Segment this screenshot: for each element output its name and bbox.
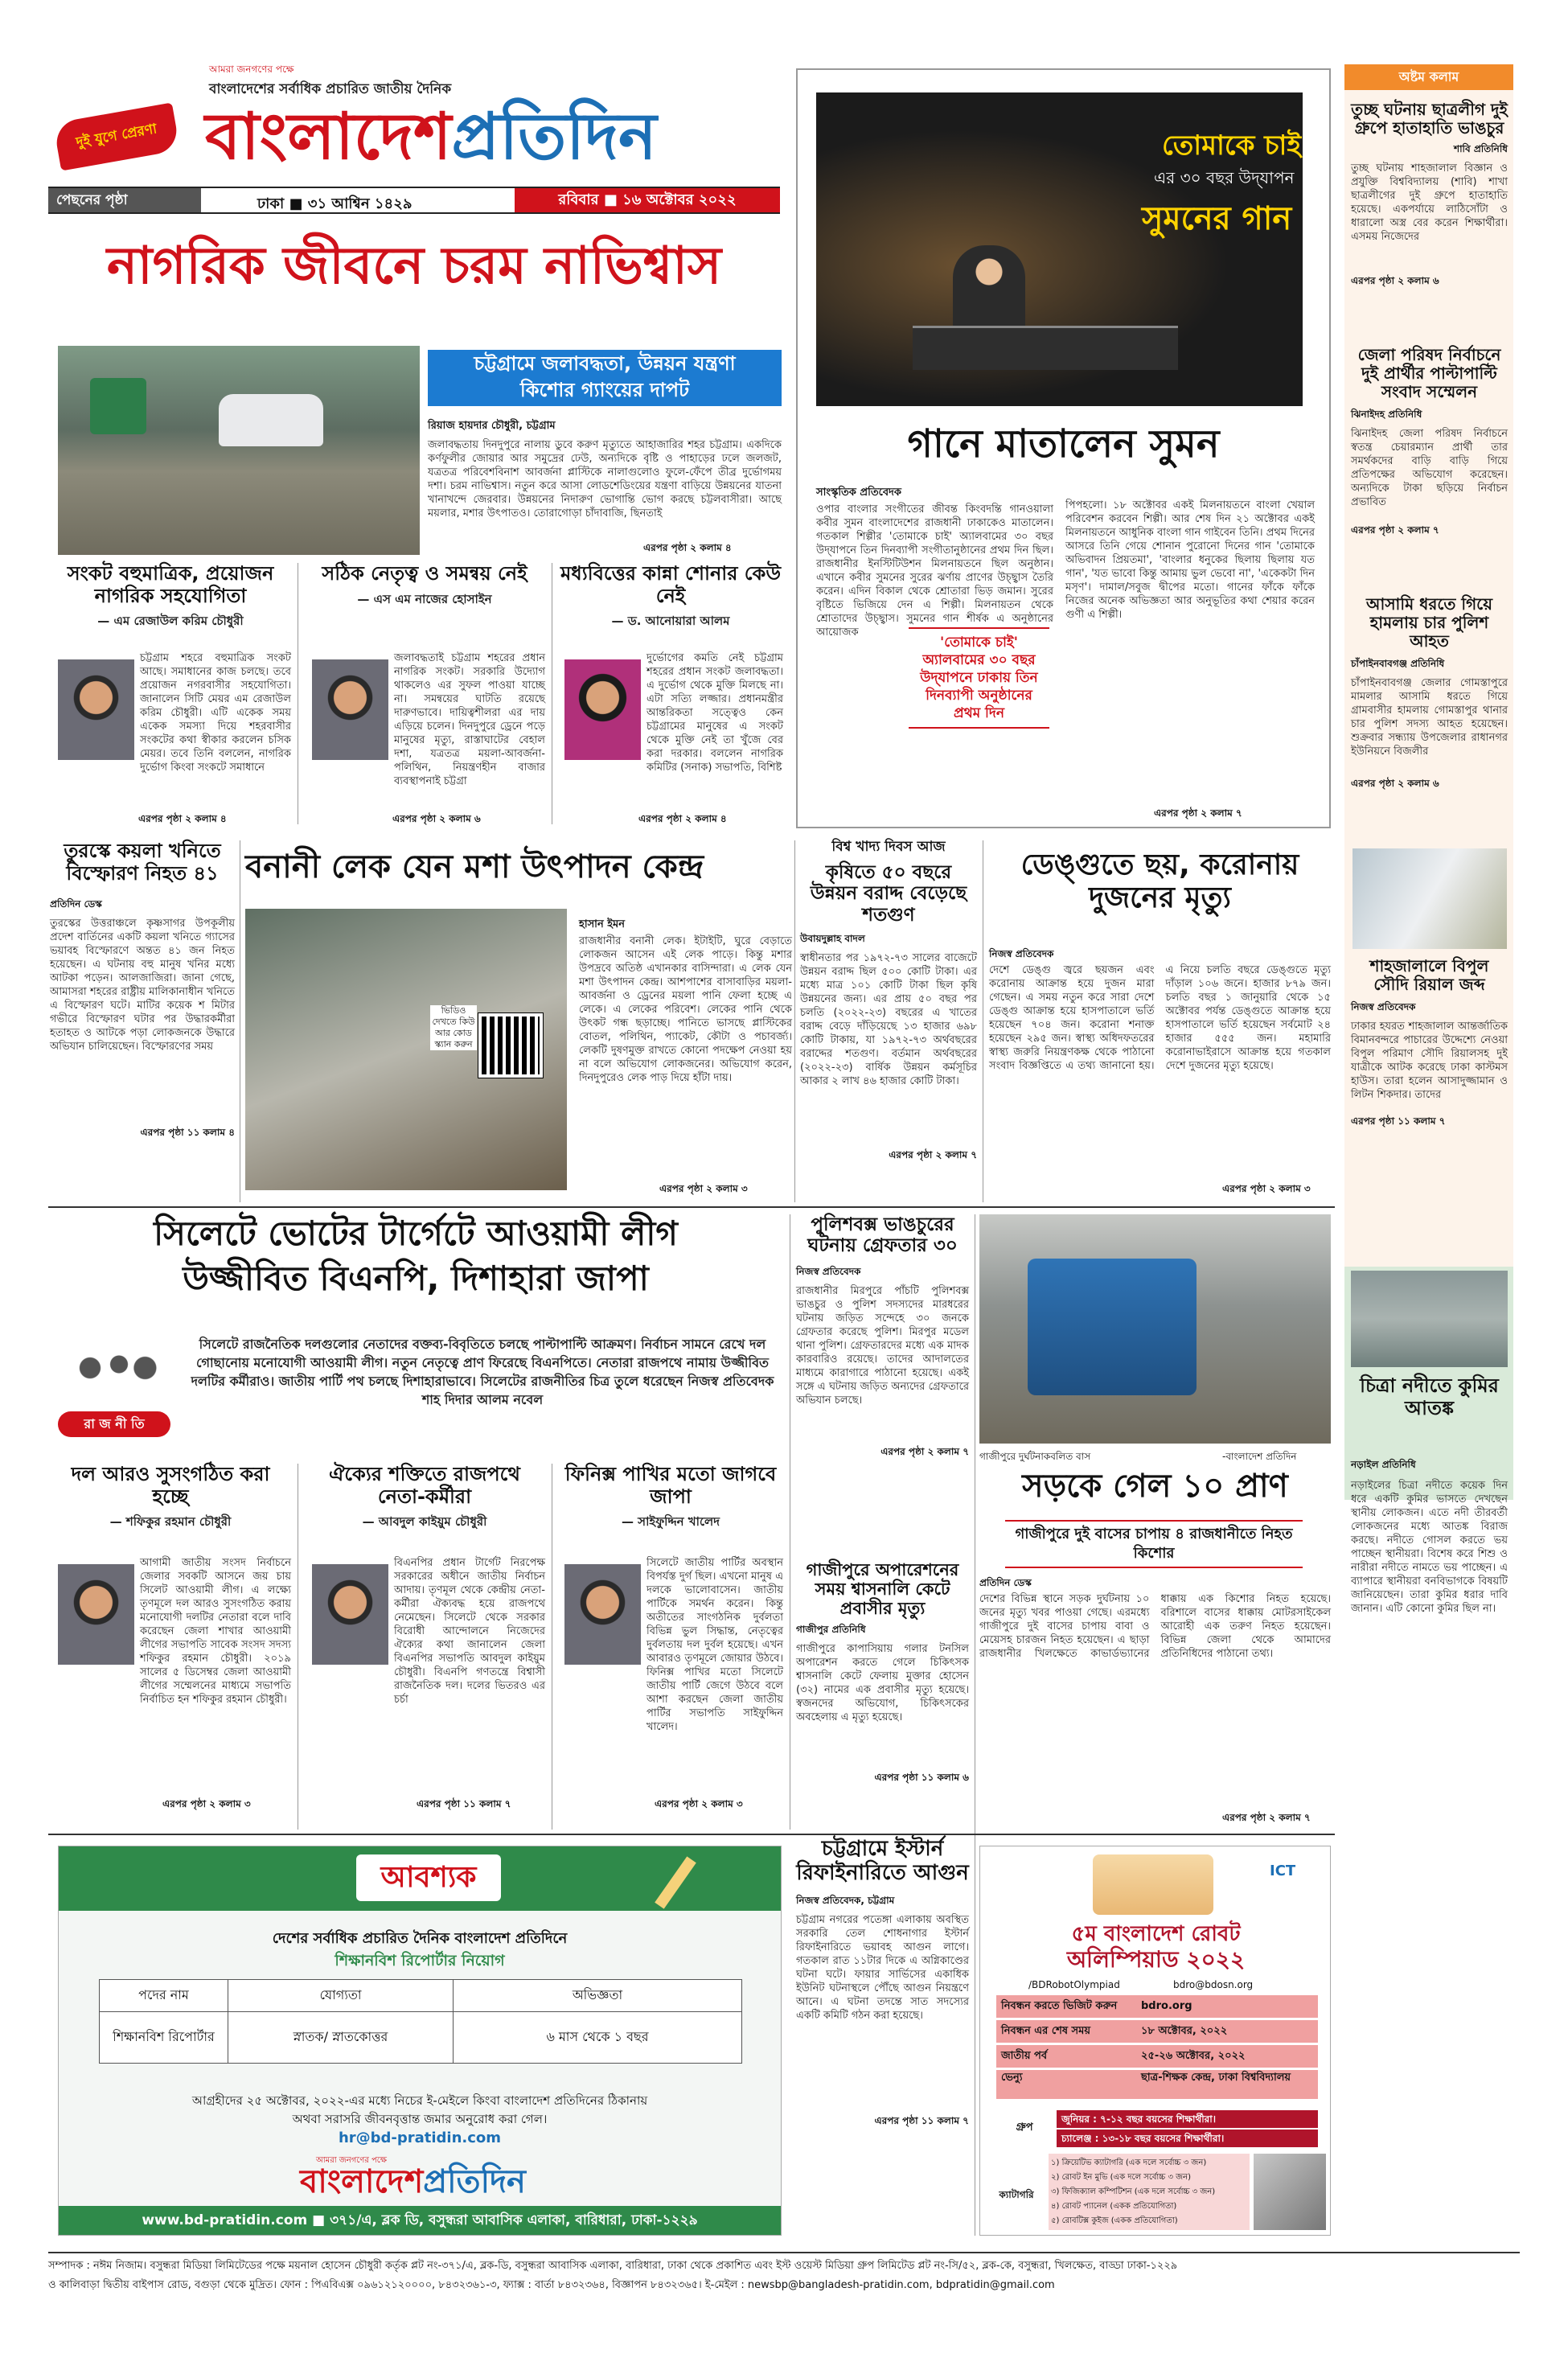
robot-row [996, 2020, 1318, 2043]
right-item-2-title: জেলা পরিষদ নির্বাচনে দুই প্রার্থীর পাল্টাপাল্টি সংবাদ সম্মেলন [1357, 345, 1501, 401]
qr-caption: ভিডিও দেখতে কিউ আর কোড স্ক্যান করুন [430, 1005, 477, 1050]
opinion-2-cont: এরপর পৃষ্ঠা ২ কলাম ৬ [392, 813, 481, 824]
right-item-4-title: শাহজালালে বিপুল সৌদি রিয়াল জব্দ [1369, 956, 1489, 994]
robot-group-label: গ্রুপ [1016, 2121, 1033, 2134]
right-item-5-byline: নড়াইল প্রতিনিধি [1351, 1459, 1416, 1471]
road-headline: সড়কে গেল ১০ প্রাণ [1022, 1468, 1288, 1505]
section-label: পেছনের পৃষ্ঠা [48, 188, 201, 212]
footer-imprint-1: সম্পাদক : নঈম নিজাম। বসুন্ধরা মিডিয়া লিমিটেডের পক্ষে ময়নাল হোসেন চৌধুরী কর্তৃক প্লট নং-৩৭১/এ, ব্লক-ডি, বসুন্ধরা আবাসিক এলাকা, বারিধারা, ঢাকা থেকে প্রকাশিত এবং ইস্ট ওয়েস্ট মিডিয়া গ্রুপ লিমিটেড প্লট নং-সি/৫২, ব্লক-কে, বসুন্ধরা, খিলক্ষেত, বাড্ডা ঢাকা-১২২৯ [48, 2260, 1178, 2272]
road-byline: প্রতিদিন ডেস্ক [979, 1577, 1032, 1588]
riyal-photo [1353, 848, 1507, 949]
masthead-name-2: প্রতিদিন [451, 99, 657, 174]
coal-story [50, 840, 235, 1202]
robot-row-key: নিবন্ধন করতে ভিজিট করুন [1001, 2000, 1118, 2012]
suman-cont: এরপর পৃষ্ঠা ২ কলাম ৭ [1154, 807, 1242, 819]
robot-cat: ১) ক্রিয়েটিভ ক্যাটাগরি (এক দলে সর্বোচ্চ ৩ জন) [1051, 2158, 1207, 2167]
police-body: রাজধানীর মিরপুরে পাঁচটি পুলিশবক্স ভাঙচুর ও পুলিশ সদস্যদের মারধরের ঘটনায় জড়িত সন্দেহে ৩০ জনকে গ্রেফতার করেছে পুলিশ। মিরপুর মডেল থানা পুলিশ। গ্রেফতারদের মধ্যে এক মাদক কারবারিও রয়েছে। তাদের আদালতের মাধ্যমে কারাগারে পাঠানো হয়েছে। একই সঙ্গে এ ঘটনায় জড়িত অন্যদের গ্রেফতারে অভিযান চলছে। [796, 1284, 969, 1407]
right-item-3-body: চাঁপাইনবাবগঞ্জ জেলার গোমস্তাপুরে মামলার আসামি ধরতে গিয়ে গ্রামবাসীর হামলায় গোমস্তাপুর থানার চার পুলিশ সদস্য আহত হয়েছেন। শুক্রবার সন্ধ্যায় উপজেলার রাধানগর ইউনিয়নে বিজলীর [1351, 677, 1508, 758]
robot-cat: ৪) রোবট প্যানেল (একক প্রতিযোগিতা) [1051, 2202, 1177, 2211]
suman-photo-sub: এর ৩০ বছর উদ্‌যাপন [1154, 168, 1295, 187]
right-item-2-cont: এরপর পৃষ্ঠা ২ কলাম ৭ [1351, 524, 1439, 536]
suman-byline: সাংস্কৃতিক প্রতিবেদক [816, 487, 901, 499]
suman-headline: গানে মাতালেন সুমন [907, 421, 1220, 466]
robot-cat-label: ক্যাটাগরি [999, 2189, 1034, 2200]
suman-body-2: পিপহলো। ১৮ অক্টোবর একই মিলনায়তনে বাংলা খেয়াল পরিবেশন করবেন শিল্পী। আর শেষ দিন ২১ অক্টোবর একই মিলনায়তনে আধুনিক বাংলা গান গাইবেন তিনি। প্রথম দিনের আসরে তিনি গেয়ে শোনান পুরোনো দিনের গান 'তোমাকে অভিবাদন প্রিয়তমা', 'বাংলার ধনুকের ছিলায় ছিলায় যত গান', 'যত ভাবো কিন্তু আমায় ভুল ভেবো না', 'একেকটা দিন মসৃণ'। দামাল/সবুজ দ্বীপের মতো। গানের ফাঁকে ফাঁকে নিজের অনেক অভিজ্ঞতা আর অনুভূতির কথা শেয়ার করেন গুণী এ শিল্পী। [1065, 499, 1315, 621]
robot-info-rows [996, 1995, 1318, 2099]
opinion-3-title: মধ্যবিত্তের কান্না শোনার কেউ নেই [560, 562, 782, 607]
right-item-4-cont: এরপর পৃষ্ঠা ১১ কলাম ৭ [1351, 1115, 1446, 1127]
job-ad-apply-2: অথবা সরাসরি জীবনবৃত্তান্ত জমার অনুরোধ করা গেল। [292, 2112, 548, 2126]
opinion-column-3 [558, 563, 783, 824]
lead-headline: নাগরিক জীবনে চরম নাভিশ্বাস [106, 236, 722, 296]
lead-body: জলাবদ্ধতায় দিনদুপুরে নালায় ডুবে করুণ মৃত্যুতে আহাজারির শহর চট্টগ্রাম। একদিকে কর্ণফুলীর জোয়ার আর সমুদ্রের ঢেউ, অন্যদিকে বৃষ্টি ও পাহাড়ের ঢলে জলজট, যত্রতত্র পরিবেশবিনাশ আবর্জনা প্লাস্টিকে নালাগুলোও ফুলে-ফেঁপে তীব্র দুর্ভোগময় দশা। চরম নাভিশ্বাস। নতুন করে আসা লোডশেডিংয়ের যন্ত্রণা বাড়িয়ে উন্নয়নের যাতনা খানাখন্দে জেরবার। উন্নয়নের নিদারুণ ভোগান্তি ভোগ করছে চট্টলবাসীরা। আছে ময়লার, মশার উৎপাতও। তোরাগোড়া চাঁদাবাজি, ছিনতাই [428, 439, 782, 520]
bus-photo-caption: গাজীপুরে দুর্ঘটনাকবলিত বাস [979, 1451, 1091, 1462]
job-ad-logo-2: প্রতিদিন [423, 2163, 526, 2200]
job-ad-cell: শিক্ষানবিশ রিপোর্টার [100, 2012, 228, 2064]
robot-cat: ২) রোবট ইন মুভি (এক দলে সর্বোচ্চ ৩ জন) [1051, 2173, 1191, 2182]
sylhet-col-1 [50, 1464, 291, 1830]
robot-cat: ৩) ফিজিক্যাল কম্পিটিশন (এক দলে সর্বোচ্চ ৩ জন) [1051, 2187, 1216, 2196]
suman-photo-sub2: সুমনের গান [1142, 200, 1292, 237]
qr-code[interactable] [478, 1013, 543, 1078]
job-ad-header [59, 1846, 781, 1911]
job-ad-header-cell: পদের নাম [100, 1980, 228, 2012]
lead-sub1: চট্টগ্রামে জলাবদ্ধতা, উন্নয়ন যন্ত্রণা [474, 352, 736, 375]
police-title: পুলিশবক্স ভাঙচুরের ঘটনায় গ্রেফতার ৩০ [807, 1214, 958, 1257]
masthead [48, 56, 772, 185]
banani-photo [245, 909, 567, 1190]
right-item-3-title: আসামি ধরতে গিয়ে হামলায় চার পুলিশ আহত [1366, 594, 1492, 651]
date-bangla: ঢাকা ■ ৩১ আশ্বিন ১৪২৯ [257, 195, 413, 212]
opinion-2-photo [312, 659, 388, 760]
food-byline: উবায়দুল্লাহ বাদল [800, 933, 865, 945]
gazipur-op-title: গাজীপুরে অপারেশনের সময় শ্বাসনালি কেটে প্রবাসীর মৃত্যু [806, 1560, 959, 1619]
robot-cat: ৫) রোবটিক্স কুইজ (একক প্রতিযোগিতা) [1051, 2216, 1178, 2225]
robot-illustration [1093, 1854, 1213, 1915]
pen-icon [655, 1856, 696, 1908]
robot-row-key: জাতীয় পর্ব [1001, 2050, 1048, 2062]
dengue-cont: এরপর পৃষ্ঠা ২ কলাম ৩ [1222, 1183, 1311, 1194]
ctg-fire-story [796, 1838, 969, 2228]
politics-illustration [58, 1331, 170, 1444]
gazipur-op-story [796, 1560, 969, 1830]
banani-byline: হাসান ইমন [579, 918, 625, 930]
sylhet-col-2-author: — আবদুল কাইয়ুম চৌধুরী [362, 1514, 487, 1530]
banani-body: রাজধানীর বনানী লেক। ইটাইটি, ঘুরে বেড়াতে লোকজন আসেন এই লেক পাড়ে। কিন্তু মশার উপদ্রবে অতিষ্ঠ এখানকার বাসিন্দারা। এ লেক যেন মশা উৎপাদন কেন্দ্র। আশপাশের বাসাবাড়ির ময়লা-আবর্জনা ও ড্রেনের ময়লা পানি ফেলা হচ্ছে এ লেকে। এ লেকের পরিবেশ। লেকের পানি থেকে উৎকট গন্ধ ছড়াচ্ছে। পানিতে ভাসছে প্লাস্টিকের বোতল, পলিথিন, প্যাকেট, কৌটা ও পচাবর্জ্য। লেকটি দুষণমুক্ত রাখতে কোনো পদক্ষেপ নেওয়া হয় না বলে অভিযোগ লোকজনের। অভিযোগ করেন, দিনদুপুরেও লেক পাড় দিয়ে হাঁটা দায়। [579, 935, 792, 1084]
opinion-column-1 [50, 563, 291, 824]
job-ad-logo-tag: আমরা জনগণের পক্ষে [316, 2156, 387, 2165]
robot-cats [1049, 2154, 1250, 2230]
ctg-fire-title: চট্টগ্রামে ইস্টার্ন রিফাইনারিতে আগুন [796, 1837, 969, 1885]
opinion-1-cont: এরপর পৃষ্ঠা ২ কলাম ৪ [138, 813, 227, 824]
robot-photo [1254, 2154, 1326, 2230]
road-body: দেশের বিভিন্ন স্থানে সড়ক দুর্ঘটনায় ১০ জনের মৃত্যু খবর পাওয়া গেছে। এরমধ্যে গাজীপুরে দুই বাসের চাপায় বাবা ও মেয়েসহ চারজন নিহত হয়েছেন। এ ছাড়া রাজধানীর খিলক্ষেতে কাভার্ডভ্যানের ধাক্কায় এক কিশোর নিহত হয়েছে। বরিশালে বাসের ধাক্কায় মোটরসাইকেল আরোহী এক তরুণ নিহত হয়েছেন। বিভিন্ন জেলা থেকে আমাদের প্রতিনিধিদের পাঠানো তথ্য। [979, 1593, 1331, 1660]
opinion-2-title: সঠিক নেতৃত্ব ও সমন্বয় নেই [322, 562, 527, 585]
badge-text: দুই যুগে প্রেরণা [75, 121, 158, 151]
job-ad-apply: আগ্রহীদের ২৫ অক্টোবর, ২০২২-এর মধ্যে নিচের ই-মেইলে কিংবা বাংলাদেশ প্রতিদিনের ঠিকানায় [191, 2093, 648, 2108]
robot-group-2: চ্যালেঞ্জ : ১৩-১৮ বছর বয়সের শিক্ষার্থীরা। [1057, 2130, 1318, 2147]
lead-cont: এরপর পৃষ্ঠা ২ কলাম ৪ [643, 542, 732, 553]
job-ad-cell: ৬ মাস থেকে ১ বছর [454, 2012, 742, 2064]
right-item-1-body: তুচ্ছ ঘটনায় শাহজালাল বিজ্ঞান ও প্রযুক্তি বিশ্ববিদ্যালয় (শাবি) শাখা ছাত্রলীগের দুই গ্রুপে হাতাহাতি হয়েছে। একপর্যায়ে লাঠিসোঁটা ও ধারালো অস্ত্র বের করেন শিক্ষার্থীরা। এসময় নিজেদের [1351, 162, 1508, 243]
dengue-body: দেশে ডেঙ্গু জ্বরে ছয়জন এবং করোনায় আক্রান্ত হয়ে দুজন মারা গেছেন। এ সময় নতুন করে সারা দেশে ডেঙ্গু আক্রান্ত হয়ে হাসপাতালে ভর্তি হয়েছেন ৭০৪ জন। করোনা শনাক্ত হয়েছেন ২৯৫ জন। স্বাস্থ্য অধিদফতরের স্বাস্থ্য জরুরি নিয়ন্ত্রণকক্ষ থেকে পাঠানো সংবাদ বিজ্ঞপ্তিতে এ তথ্য জানানো হয়। এ নিয়ে চলতি বছরে ডেঙ্গুতে মৃত্যু দাঁড়াল ১০৬ জনে। হাজার ৮৭৯ জন। চলতি বছর ১ জানুয়ারি থেকে ১৫ অক্টোবর পর্যন্ত ডেঙ্গুতে আক্রান্ত হয়ে হাসপাতালে ভর্তি হয়েছেন সর্বমোট ২৪ হাজার ৫৫৫ জন। মহামারি করোনাভাইরাসে আক্রান্ত হয়ে গতকাল দেশে দুজনের মৃত্যু হয়েছে। [989, 964, 1331, 1072]
robot-ad [979, 1846, 1331, 2236]
sylhet-col-1-body-2 [50, 1674, 291, 1795]
ict-logo: ICT [1270, 1863, 1296, 1879]
date-english: রবিবার ■ ১৬ অক্টোবর ২০২২ [515, 188, 780, 212]
bus-photo [979, 1214, 1331, 1444]
robot-row-key: ভেন্যু [1001, 2072, 1023, 2084]
sylhet-col-3-author: — সাইফুদ্দিন খালেদ [621, 1514, 720, 1530]
coal-cont: এরপর পৃষ্ঠা ১১ কলাম ৪ [140, 1127, 235, 1139]
suman-photo [816, 92, 1303, 406]
robot-row-value: ১৮ অক্টোবর, ২০২২ [1141, 2025, 1228, 2037]
banani-headline: বনানী লেক যেন মশা উৎপাদন কেন্দ্র [245, 848, 704, 885]
sylhet-col-3-cont: এরপর পৃষ্ঠা ২ কলাম ৩ [655, 1798, 743, 1809]
food-cont: এরপর পৃষ্ঠা ২ কলাম ৭ [889, 1149, 977, 1161]
opinion-2-body: জলাবদ্ধতাই চট্টগ্রাম শহরের প্রধান নাগরিক সংকট। সরকারি উদ্যোগ থাকলেও এর সুফল পাওয়া যাচ্ছে না। সমন্বয়ের ঘাটতি রয়েছে দারুণভাবে। দায়িত্বশীলরা এর দায় এড়িয়ে চলেন। দিনদুপুরে ড্রেনে পড়ে মানুষের মৃত্যু, রাস্তাঘাটের বেহাল দশা, যত্রতত্র ময়লা-আবর্জনা-পলিথিন, নিয়ন্ত্রণহীন বাজার ব্যবস্থাপনাই চট্টগ্রা [394, 652, 545, 787]
right-item-4 [1351, 957, 1508, 1190]
gazipur-op-cont: এরপর পৃষ্ঠা ১১ কলাম ৬ [874, 1772, 969, 1784]
lead-photo [58, 346, 420, 555]
right-column-label [1344, 64, 1513, 90]
food-title: কৃষিতে ৫০ বছরে উন্নয়ন বরাদ্দ বেড়েছে শতগুণ [810, 862, 967, 926]
robot-row-value[interactable]: bdro.org [1141, 2000, 1192, 2012]
masthead-name-1: বাংলাদেশ [205, 99, 452, 174]
right-item-4-byline: নিজস্ব প্রতিবেদক [1351, 1001, 1416, 1012]
anniversary-badge [53, 102, 180, 170]
robot-title-2: অলিম্পিয়াড ২০২২ [1066, 1946, 1246, 1973]
date-bar [48, 187, 780, 214]
masthead-tagline: বাংলাদেশের সর্বাধিক প্রচারিত জাতীয় দৈনিক [209, 81, 452, 97]
lead-byline: রিয়াজ হায়দার চৌধুরী, চট্টগ্রাম [428, 420, 556, 432]
right-item-2-byline: ঝিনাইদহ প্রতিনিধি [1351, 409, 1422, 420]
food-story [800, 836, 977, 1202]
robot-row [996, 2070, 1318, 2099]
job-ad [58, 1846, 782, 2236]
sylhet-col-3 [558, 1464, 783, 1830]
opinion-1-author: — এম রেজাউল করিম চৌধুরী [97, 614, 244, 629]
opinion-3-photo [564, 659, 641, 760]
sylhet-headline-2: উজ্জীবিত বিএনপি, দিশাহারা জাপা [183, 1259, 649, 1298]
job-ad-header-cell: অভিজ্ঞতা [454, 1980, 742, 2012]
job-ad-line1: দেশের সর্বাধিক প্রচারিত দৈনিক বাংলাদেশ প্রতিদিনে [272, 1930, 568, 1947]
road-cont: এরপর পৃষ্ঠা ২ কলাম ৭ [1222, 1812, 1311, 1823]
police-cont: এরপর পৃষ্ঠা ২ কলাম ৭ [880, 1445, 969, 1457]
sylhet-col-2-title: ঐক্যের শক্তিতে রাজপথে নেতা-কর্মীরা [329, 1463, 520, 1508]
sylhet-col-2 [304, 1464, 545, 1830]
robot-row-value: ২৫-২৬ অক্টোবর, ২০২২ [1141, 2050, 1246, 2062]
sylhet-col-3-body: সিলেটে জাতীয় পার্টির অবস্থান বিপর্যস্ত দুর্গ ছিল। এখনো মানুষ এ দলকে ভালোবাসেন। জাতীয় পার্টিকে সমর্থন করেন। কিন্তু অতীতের সাংগঠনিক দুর্বলতা বিভিন্ন ভুল সিদ্ধান্ত, নেতৃত্বের দুর্বলতায় দল দুর্বল হয়েছে। এখন আবারও তৃণমূলে জোয়ার উঠবে। ফিনিক্স পাখির মতো সিলেটে জাতীয় পার্টি জেগে উঠবে বলে আশা করছেন জেলা জাতীয় পার্টির সভাপতি সাইফুদ্দিন খালেদ। [646, 1557, 783, 1733]
lead-sub2: কিশোর গ্যাংয়ের দাপট [519, 379, 690, 401]
suman-quote: 'তোমাকে চাই' অ্যালবামের ৩০ বছর উদ্‌যাপনে ঢাকায় তিন দিনব্যাপী অনুষ্ঠানের প্রথম দিন [909, 627, 1049, 729]
police-story [796, 1214, 969, 1568]
food-kicker: বিশ্ব খাদ্য দিবস আজ [831, 839, 946, 855]
ctg-fire-cont: এরপর পৃষ্ঠা ১১ কলাম ৭ [874, 2114, 969, 2126]
coal-body: তুরস্কের উত্তরাঞ্চলে কৃষ্ণসাগর উপকূলীয় প্রদেশ বার্তিনের একটি কয়লা খনিতে গ্যাসের ভয়াবহ বিস্ফোরণে অন্তত ৪১ জন নিহত হয়েছেন। এ ঘটনায় বহু মানুষ খনির মধ্যে আটকা পড়েন। আলজাজিরা। জানা গেছে, আমাসরা শহরের রাষ্ট্রীয় মালিকানাধীন খনিতে এ বিস্ফোরণ ঘটে। মাটির কয়েক শ মিটার গভীরে বিস্ফোরণ ঘটার পর উদ্ধারকর্মীরা হতাহত ও আটকে পড়া লোকজনকে উদ্ধারে অভিযান চালিয়েছেন। বিস্ফোরণের সময় [50, 918, 235, 1054]
dengue-headline: ডেঙ্গুতে ছয়, করোনায় দুজনের মৃত্যু [1020, 848, 1299, 915]
robot-row [996, 1995, 1318, 2018]
robot-row [996, 2045, 1318, 2068]
opinion-1-title: সংকট বহুমাত্রিক, প্রয়োজন নাগরিক সহযোগিতা [67, 562, 274, 607]
job-ad-line2: শিক্ষানবিশ রিপোর্টার নিয়োগ [335, 1952, 505, 1969]
sylhet-intro: সিলেটে রাজনৈতিক দলগুলোর নেতাদের বক্তব্য-বিবৃতিতে চলছে পাল্টাপাল্টি আক্রমণ। নির্বাচন সামনে রেখে দল গোছানোয় মনোযোগী আওয়ামী লীগ। নতুন নেতৃত্বে প্রাণ ফিরেছে বিএনপিতে। নেতারা রাজপথে নামায় উজ্জীবিত দলটির কর্মীরাও। জাতীয় পার্টি পথ চলছে দিশাহারাভাবে। সিলেটের রাজনীতির চিত্র তুলে ধরেছেন নিজস্ব প্রতিবেদক শাহ দিদার আলম নবেল [191, 1337, 774, 1407]
right-item-1-title: তুচ্ছ ঘটনায় ছাত্রলীগ দুই গ্রুপে হাতাহাতি ভাঙচুর [1351, 100, 1508, 138]
ctg-fire-body: চট্টগ্রাম নগরের পতেঙ্গা এলাকায় অবস্থিত সরকারি তেল শোধনাগার ইস্টার্ন রিফাইনারিতে ভয়াবহ আগুন লাগে। গতকাল রাত ১১টার দিকে এ অগ্নিকাণ্ডের ঘটনা ঘটে। ফায়ার সার্ভিসের একাধিক ইউনিট ঘটনাস্থলে পৌঁছে আগুন নিয়ন্ত্রণে আনে। এ ঘটনা তদন্তে সাত সদস্যের একটি কমিটি গঠন করা হয়েছে। [796, 1913, 969, 2022]
road-sub: গাজীপুরে দুই বাসের চাপায় ৪ রাজধানীতে নিহত কিশোর [1005, 1520, 1303, 1568]
job-ad-email[interactable]: hr@bd-pratidin.com [338, 2130, 502, 2146]
job-ad-table [99, 1979, 742, 2064]
banani-cont: এরপর পৃষ্ঠা ২ কলাম ৩ [659, 1183, 748, 1194]
sylhet-col-2-body: বিএনপির প্রধান টার্গেট নিরপেক্ষ সরকারের অধীনে জাতীয় নির্বাচন আদায়। তৃণমূল থেকে কেন্দ্রীয় নেতা-কর্মীরা ঐক্যবদ্ধ হয়ে রাজপথে নেমেছেন। সিলেটে থেকে সরকার বিরোধী আন্দোলনে নিজেদের ঐক্যের কথা জানালেন জেলা বিএনপির সভাপতি আবদুল কাইয়ুম চৌধুরী। বিএনপি গণতন্ত্রে বিশ্বাসী রাজনৈতিক দল। দলের ভিতরও এর চর্চা [394, 1557, 545, 1706]
job-ad-logo [300, 2162, 526, 2202]
opinion-2-author: — এস এম নাজের হোসাইন [357, 591, 492, 606]
opinion-3-cont: এরপর পৃষ্ঠা ২ কলাম ৪ [638, 813, 727, 824]
suman-photo-title: তোমাকে চাই [1162, 129, 1302, 162]
right-item-3-byline: চাঁপাইনবাবগঞ্জ প্রতিনিধি [1351, 658, 1445, 669]
job-ad-header-cell: যোগ্যতা [228, 1980, 454, 2012]
right-item-5 [1351, 1375, 1508, 2236]
right-item-2-body: ঝিনাইদহ জেলা পরিষদ নির্বাচনে স্বতন্ত্র চেয়ারম্যান প্রার্থী তার সমর্থকদের বাড়ি বাড়ি গিয়ে প্রতিপক্ষের অভিযোগ করেছেন। অন্যদিকে টাকা ছড়িয়ে নির্বাচন প্রভাবিত [1351, 428, 1508, 508]
job-ad-cell: স্নাতক/ স্নাতকোত্তর [228, 2012, 454, 2064]
opinion-3-body: দুর্ভোগের কমতি নেই চট্টগ্রাম শহরের প্রধান সংকট জলাবদ্ধতা। এ দুর্ভোগ থেকে মুক্তি মিলছে না। এটা সত্যি লজ্জার। প্রধানমন্ত্রীর আন্তরিকতা সত্ত্বেও কেন চট্টগ্রামের মানুষের এ সংকট থেকে মুক্তি নেই তা খুঁজে বের করা দরকার। বললেন নাগরিক কমিটির (সনাক) সভাপতি, বিশিষ্ট [646, 652, 783, 774]
gazipur-op-byline: গাজীপুর প্রতিনিধি [796, 1624, 866, 1636]
bus-photo-credit: -বাংলাদেশ প্রতিদিন [1222, 1451, 1297, 1462]
food-body: স্বাধীনতার পর ১৯৭২-৭৩ সালের বাজেটে উন্নয়ন বরাদ্দ ছিল ৫০০ কোটি টাকা। এর মধ্যে মাত্র ১০১ কোটি টাকা ছিল কৃষি উন্নয়নের জন্য। এর প্রায় ৫০ বছর পর চলতি (২০২২-২৩) বছরের এ খাতের বরাদ্দ বেড়ে দাঁড়িয়েছে ১৩ হাজার ৬৯৮ কোটি টাকায়, যা ১৯৭২-৭৩ অর্থবছরের বরাদ্দের শতগুণ। বর্তমান অর্থবছরের (২০২২-২৩) বার্ষিক উন্নয়ন কর্মসূচির আকার ২ লাখ ৪৬ হাজার কোটি টাকা। [800, 952, 977, 1088]
masthead-name [205, 97, 657, 177]
right-item-4-body: ঢাকার হযরত শাহজালাল আন্তর্জাতিক বিমানবন্দরে পাচারের উদ্দেশ্যে নেওয়া বিপুল পরিমাণ সৌদি রিয়ালসহ দুই যাত্রীকে আটক করেছে ঢাকা কাস্টমস হাউস। তারা হলেন আসাদুজ্জামান ও লিটন শিকদার। তাদের [1351, 1021, 1508, 1101]
right-column-label-text: অষ্টম কলাম [1398, 69, 1459, 84]
sylhet-col-3-photo [564, 1564, 641, 1665]
sylhet-col-1-cont: এরপর পৃষ্ঠা ২ কলাম ৩ [162, 1798, 251, 1809]
job-ad-address: www.bd-pratidin.com ■ ৩৭১/এ, ব্লক ডি, বসুন্ধরা আবাসিক এলাকা, বারিধারা, ঢাকা-১২২৯ [59, 2206, 781, 2235]
robot-title-1: ৫ম বাংলাদেশ রোবট [1071, 1922, 1241, 1946]
opinion-1-body: চট্টগ্রাম শহরে বহুমাত্রিক সংকট আছে। সমাধানের কাজ চলছে। তবে প্রয়োজন নগরবাসীর সহযোগিতা। জানালেন সিটি মেয়র এম রেজাউল করিম চৌধুরী। এটি একেক সময় একেক সমস্যা দিয়ে শহরবাসীর সংকটের কথা স্বীকার করলেন চসিক মেয়র। তবে তিনি বললেন, নাগরিক দুর্ভোগ কিংবা সংকটে সমাধানে [140, 652, 291, 774]
job-ad-title: আবশ্যক [356, 1854, 501, 1901]
robot-row-value: ছাত্র-শিক্ষক কেন্দ্র, ঢাকা বিশ্ববিদ্যালয় [1141, 2072, 1291, 2084]
sylhet-col-2-photo [312, 1564, 388, 1665]
right-item-1-cont: এরপর পৃষ্ঠা ২ কলাম ৬ [1351, 275, 1439, 286]
gazipur-op-body: গাজীপুরে কাপাসিয়ায় গলার টনসিল অপারেশন করতে গেলে চিকিৎসক শ্বাসনালি কেটে ফেলায় মুক্তার হোসেন (৩২) নামের এক প্রবাসীর মৃত্যু হয়েছে। স্বজনদের অভিযোগ, চিকিৎসকের অবহেলায় এ মৃত্যু হয়েছে। [796, 1643, 969, 1724]
sylhet-headline-1: সিলেটে ভোটের টার্গেটে আওয়ামী লীগ [154, 1214, 678, 1253]
job-ad-logo-1: বাংলাদেশ [300, 2163, 424, 2200]
robot-social[interactable]: /BDRobotOlympiad [1028, 1979, 1120, 1990]
lead-subhead [428, 350, 782, 406]
right-item-2 [1351, 346, 1508, 579]
right-item-3 [1351, 595, 1508, 836]
dengue-byline: নিজস্ব প্রতিবেদক [989, 948, 1054, 959]
sylhet-col-1-photo [58, 1564, 134, 1665]
sylhet-col-1-body: আগামী জাতীয় সংসদ নির্বাচনে জেলার সবকটি আসনে জয় চায় সিলেট আওয়ামী লীগ। এ লক্ষ্যে তৃণমূলে দল আরও সুসংগঠিত করায় মনোযোগী দলটির নেতারা বলে দাবি করেছেন জেলা শাখার আওয়ামী লীগের সভাপতি সাবেক সংসদ সদস্য শফিকুর রহমান চৌধুরী। ২০১৯ সালের ৫ ডিসেম্বর জেলা আওয়ামী লীগের সম্মেলনের মাধ্যমে সভাপতি নির্বাচিত হন শফিকুর রহমান চৌধুরী। [140, 1557, 291, 1706]
opinion-column-2 [304, 563, 545, 824]
right-item-5-title: চিত্রা নদীতে কুমির আতঙ্ক [1360, 1374, 1499, 1419]
robot-row-key: নিবন্ধন এর শেষ সময় [1001, 2025, 1090, 2037]
right-item-1-byline: শাবি প্রতিনিধি [1453, 143, 1508, 154]
coal-byline: প্রতিদিন ডেস্ক [50, 898, 102, 910]
sylhet-col-2-cont: এরপর পৃষ্ঠা ১১ কলাম ৭ [417, 1798, 511, 1809]
right-item-5-body: নড়াইলের চিত্রা নদীতে কয়েক দিন ধরে একটি কুমির ভাসতে দেখছেন স্থানীয় লোকজন। এতে নদী তীরবর্তী লোকজনের মধ্যে আতঙ্ক বিরাজ করছে। নদীতে গোসল করতে ভয় পাচ্ছেন স্থানীয়রা। বিশেষ করে শিশু ও নারীরা নদীতে নামতে ভয় পাচ্ছেন। এ ব্যাপারে স্থানীয়রা বনবিভাগকে বিষয়টি জানিয়েছেন। তারা কুমির ধরার দাবি জানান। এটি কোনো কুমির ছিল না। [1351, 1480, 1508, 1616]
robot-group-1: জুনিয়র : ৭-১২ বছর বয়সের শিক্ষার্থীরা। [1057, 2110, 1318, 2128]
sylhet-col-1-title: দল আরও সুসংগঠিত করা হচ্ছে [71, 1463, 270, 1508]
opinion-3-author: — ড. আনোয়ারা আলম [611, 614, 730, 629]
opinion-1-photo [58, 659, 134, 760]
crocodile-photo [1351, 1271, 1508, 1367]
footer-imprint-2: ও কালিবাড়া দ্বিতীয় বাইপাস রোড, বগুড়া থেকে মুদ্রিত। ফোন : পিএবিএক্স ০৯৬১২১২০০০০, ৮৪৩২৩৬১-৩, ফ্যাক্স : বার্তা ৮৪৩২৩৬৪, বিজ্ঞাপন ৮৪৩২৩৬৫। ই-মেইল : newsbp@bangladesh-pratidin.com, bdpratidin@gmail.com [48, 2279, 1055, 2291]
right-item-3-cont: এরপর পৃষ্ঠা ২ কলাম ৬ [1351, 778, 1439, 789]
police-byline: নিজস্ব প্রতিবেদক [796, 1265, 861, 1277]
politics-badge: রা জ নী তি [58, 1411, 170, 1437]
right-item-1 [1351, 101, 1508, 334]
suman-body-1: ওপার বাংলার সংগীতের জীবন্ত কিংবদন্তি গানওয়ালা কবীর সুমন বাংলাদেশের রাজধানী ঢাকাকেও মাতালেন। গতকাল শিল্পীর 'তোমাকে চাই' অ্যালবামের ৩০ বছর উদ্‌যাপনে তিন দিনব্যাপী সংগীতানুষ্ঠানের প্রথম দিন ছিল। রাজধানীর ইনস্টিটিউশন মিলনায়তনে ছিল অনুষ্ঠান। এখানে কবীর সুমনের সুরের ঝর্ণায় প্রাণের উচ্ছ্বাস তৈরি করেন। এদিন বিকাল থেকে শ্রোতারা ভিড় জমান। সুরের বৃষ্টিতে ভিজিয়ে দেন এ শিল্পী। মিলনায়তন থেকে শ্রোতাদের উচ্ছ্বাস। সুমনের গান শীর্ষক এ অনুষ্ঠানের আয়োজক [816, 503, 1053, 639]
masthead-tagline-top: আমরা জনগণের পক্ষে [209, 64, 294, 75]
sylhet-col-1-author: — শফিকুর রহমান চৌধুরী [109, 1514, 232, 1530]
coal-title: তুরস্কে কয়লা খনিতে বিস্ফোরণ নিহত ৪১ [64, 840, 221, 885]
ctg-fire-byline: নিজস্ব প্রতিবেদক, চট্টগ্রাম [796, 1894, 895, 1906]
sylhet-col-3-title: ফিনিক্স পাখির মতো জাগবে জাপা [564, 1463, 777, 1508]
robot-email[interactable]: bdro@bdosn.org [1173, 1979, 1254, 1990]
